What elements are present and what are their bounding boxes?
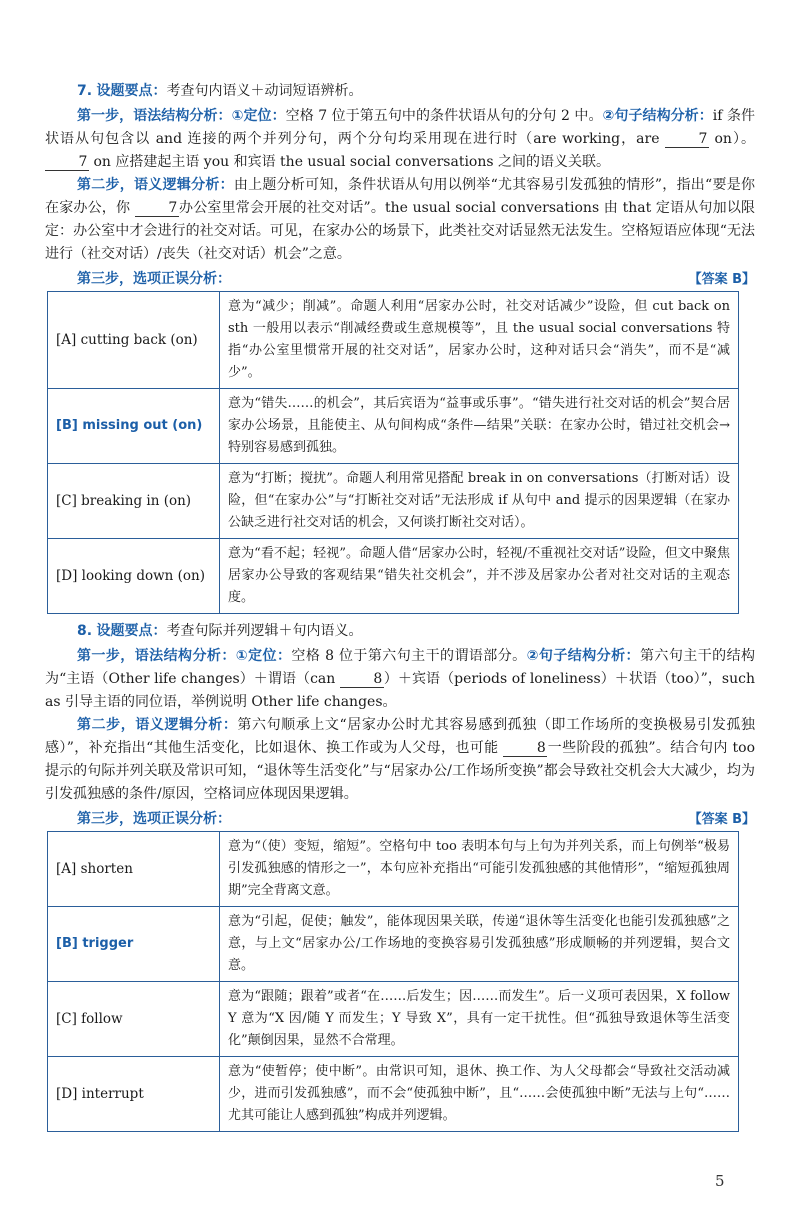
q8-label: 设题要点： bbox=[96, 623, 167, 639]
table-row bbox=[48, 982, 739, 1057]
option-explanation: 意为“（使）变短，缩短”。空格句中 too 表明本句与上句为并列关系，而上句例举“极易引发孤独感的情形之一”，本句应补充指出“可能引发孤独感的其他情形”，“缩短孤独周期”完全背离文意。 bbox=[220, 832, 739, 907]
q7-step1-label: 第一步，语法结构分析： bbox=[77, 108, 232, 124]
q7-step3-label: 第三步，选项正误分析： bbox=[77, 271, 231, 287]
option-explanation: 意为“减少；削减”。命题人利用“居家办公时，社交对话减少”设险，但 cut back on sth 一般用以表示“削减经费或生意规模等”，且 the usual social conversations 特指“办公室里惯常开展的社交对话”，居家办公时，这种对话只会“消失”，而不是“减少”。 bbox=[220, 292, 739, 389]
q7-step1-text3: on）。 bbox=[714, 131, 755, 147]
option-label: [D] looking down (on) bbox=[48, 539, 220, 614]
q8-step2-label: 第二步，语义逻辑分析： bbox=[77, 717, 238, 733]
page-number: 5 bbox=[715, 1172, 725, 1190]
table-row bbox=[48, 1057, 739, 1132]
q8-options-table bbox=[47, 831, 739, 1132]
q7-label: 设题要点： bbox=[96, 83, 167, 99]
option-explanation: 意为“引起，促使；触发”，能体现因果关联，传递“退休等生活变化也能引发孤独感”之意，与上文“居家办公/工作场地的变换容易引发孤独感”形成顺畅的并列逻辑，契合文意。 bbox=[220, 907, 739, 982]
q8-step1-label: 第一步，语法结构分析： bbox=[77, 648, 236, 664]
q7-step2-label: 第二步，语义逻辑分析： bbox=[77, 177, 234, 193]
q7-number: 7. bbox=[77, 83, 93, 99]
q8-step1-text1: 空格 8 位于第六句主干的谓语部分。 bbox=[291, 648, 527, 664]
option-label-correct: [B] missing out (on) bbox=[48, 389, 220, 464]
q7-step1 bbox=[45, 105, 755, 174]
q7-step3-row bbox=[45, 268, 755, 288]
option-explanation: 意为“打断；搅扰”。命题人利用常见搭配 break in on conversations（打断对话）设险，但“在家办公”与“打断社交对话”无法形成 if 从句中 and 提示的因果逻辑（在家办公缺乏进行社交对话的机会，又何谈打断社交对话）。 bbox=[220, 464, 739, 539]
option-label: [C] breaking in (on) bbox=[48, 464, 220, 539]
table-row bbox=[48, 389, 739, 464]
q8-heading bbox=[45, 620, 755, 643]
table-row bbox=[48, 292, 739, 389]
option-label-correct: [B] trigger bbox=[48, 907, 220, 982]
q7-step1-text4: on 应搭建起主语 you 和宾语 the usual social conversations 之间的语义关联。 bbox=[93, 154, 611, 170]
option-explanation: 意为“错失……的机会”，其后宾语为“益事或乐事”。“错失进行社交对话的机会”契合居家办公场景，且能使主、从句间构成“条件—结果”关联：在家办公时，错过社交机会→特别容易感到孤独。 bbox=[220, 389, 739, 464]
q8-step1-text2: 第六句主干的结构为“主语（Other life changes）＋谓语（can bbox=[45, 648, 756, 687]
option-label: [A] cutting back (on) bbox=[48, 292, 220, 389]
q8-step1-sub1: ①定位： bbox=[235, 648, 292, 664]
option-label: [C] follow bbox=[48, 982, 220, 1057]
q7-step1-text2: if 条件状语从句包含以 and 连接的两个并列分句，两个分句均采用现在进行时（are working，are bbox=[45, 108, 756, 147]
option-explanation: 意为“使暂停；使中断”。由常识可知，退休、换工作、为人父母都会“导致社交活动减少，进而引发孤独感”，而不会“使孤独中断”，且“……会使孤独中断”无法与上句“……尤其可能让人感到孤独”构成并列逻辑。 bbox=[220, 1057, 739, 1132]
table-row bbox=[48, 539, 739, 614]
q7-step1-text1: 空格 7 位于第五句中的条件状语从句的分句 2 中。 bbox=[285, 108, 603, 124]
table-row bbox=[48, 464, 739, 539]
option-explanation: 意为“跟随；跟着”或者“在……后发生；因……而发生”。后一义项可表因果，X follow Y 意为“X 因/随 Y 而发生；Y 导致 X”，具有一定干扰性。但“孤独导致退休等生活变化”颠倒因果，显然不合常理。 bbox=[220, 982, 739, 1057]
blank-8a: 8 bbox=[340, 671, 384, 688]
q7-step2 bbox=[45, 174, 755, 266]
blank-7b: 7 bbox=[45, 154, 89, 171]
blank-7c: 7 bbox=[135, 200, 179, 217]
option-explanation: 意为“看不起；轻视”。命题人借“居家办公时，轻视/不重视社交对话”设险，但文中聚焦居家办公导致的客观结果“错失社交机会”，并不涉及居家办公者对社交对话的主观态度。 bbox=[220, 539, 739, 614]
q8-step2-text1: 第六句顺承上文“居家办公时尤其容易感到孤独（即工作场所的变换极易引发孤独感）”，补充指出“其他生活变化，比如退休、换工作或为人父母，也可能 bbox=[45, 717, 756, 756]
q7-topic: 考查句内语义＋动词短语辨析。 bbox=[166, 83, 363, 99]
blank-7a: 7 bbox=[665, 131, 709, 148]
q8-topic: 考查句际并列逻辑＋句内语义。 bbox=[166, 623, 363, 639]
q7-step1-sub2: ②句子结构分析： bbox=[602, 108, 713, 124]
q8-step1-sub2: ②句子结构分析： bbox=[526, 648, 640, 664]
q7-answer: 【答案 B】 bbox=[688, 272, 755, 287]
q8-step3-row bbox=[45, 808, 755, 828]
q8-step2-text2: 一些阶段的孤独”。结合句内 too 提示的句际并列关联及常识可知，“退休等生活变化”与“居家办公/工作场所变换”都会导致社交机会大大减少，均为引发孤独感的条件/原因，空格词应体现因果逻辑。 bbox=[45, 740, 755, 802]
q8-step1 bbox=[45, 645, 755, 714]
page-content bbox=[45, 80, 755, 1138]
option-label: [A] shorten bbox=[48, 832, 220, 907]
table-row bbox=[48, 832, 739, 907]
q7-step2-text2: 办公室里常会开展的社交对话”。the usual social conversations 由 that 定语从句加以限定：办公室中才会进行的社交对话。可见，在家办公的场景下，此类社交对话显然无法发生。空格短语应体现“无法进行（社交对话）/丧失（社交对话）机会”之意。 bbox=[45, 200, 756, 262]
q7-heading bbox=[45, 80, 755, 103]
table-row bbox=[48, 907, 739, 982]
q8-answer: 【答案 B】 bbox=[688, 812, 755, 827]
q8-step3-label: 第三步，选项正误分析： bbox=[77, 811, 231, 827]
q7-step2-text1: 由上题分析可知，条件状语从句用以例举“尤其容易引发孤独的情形”，指出“要是你在家办公，你 bbox=[45, 177, 755, 216]
option-label: [D] interrupt bbox=[48, 1057, 220, 1132]
q8-number: 8. bbox=[77, 623, 93, 639]
q8-step1-text3: ）＋宾语（periods of loneliness）＋状语（too）”，such as 引导主语的同位语，举例说明 Other life changes。 bbox=[45, 671, 755, 710]
blank-8b: 8 bbox=[503, 740, 547, 757]
q7-step1-sub1: ①定位： bbox=[231, 108, 286, 124]
q8-step2 bbox=[45, 714, 755, 806]
q7-options-table bbox=[47, 291, 739, 614]
